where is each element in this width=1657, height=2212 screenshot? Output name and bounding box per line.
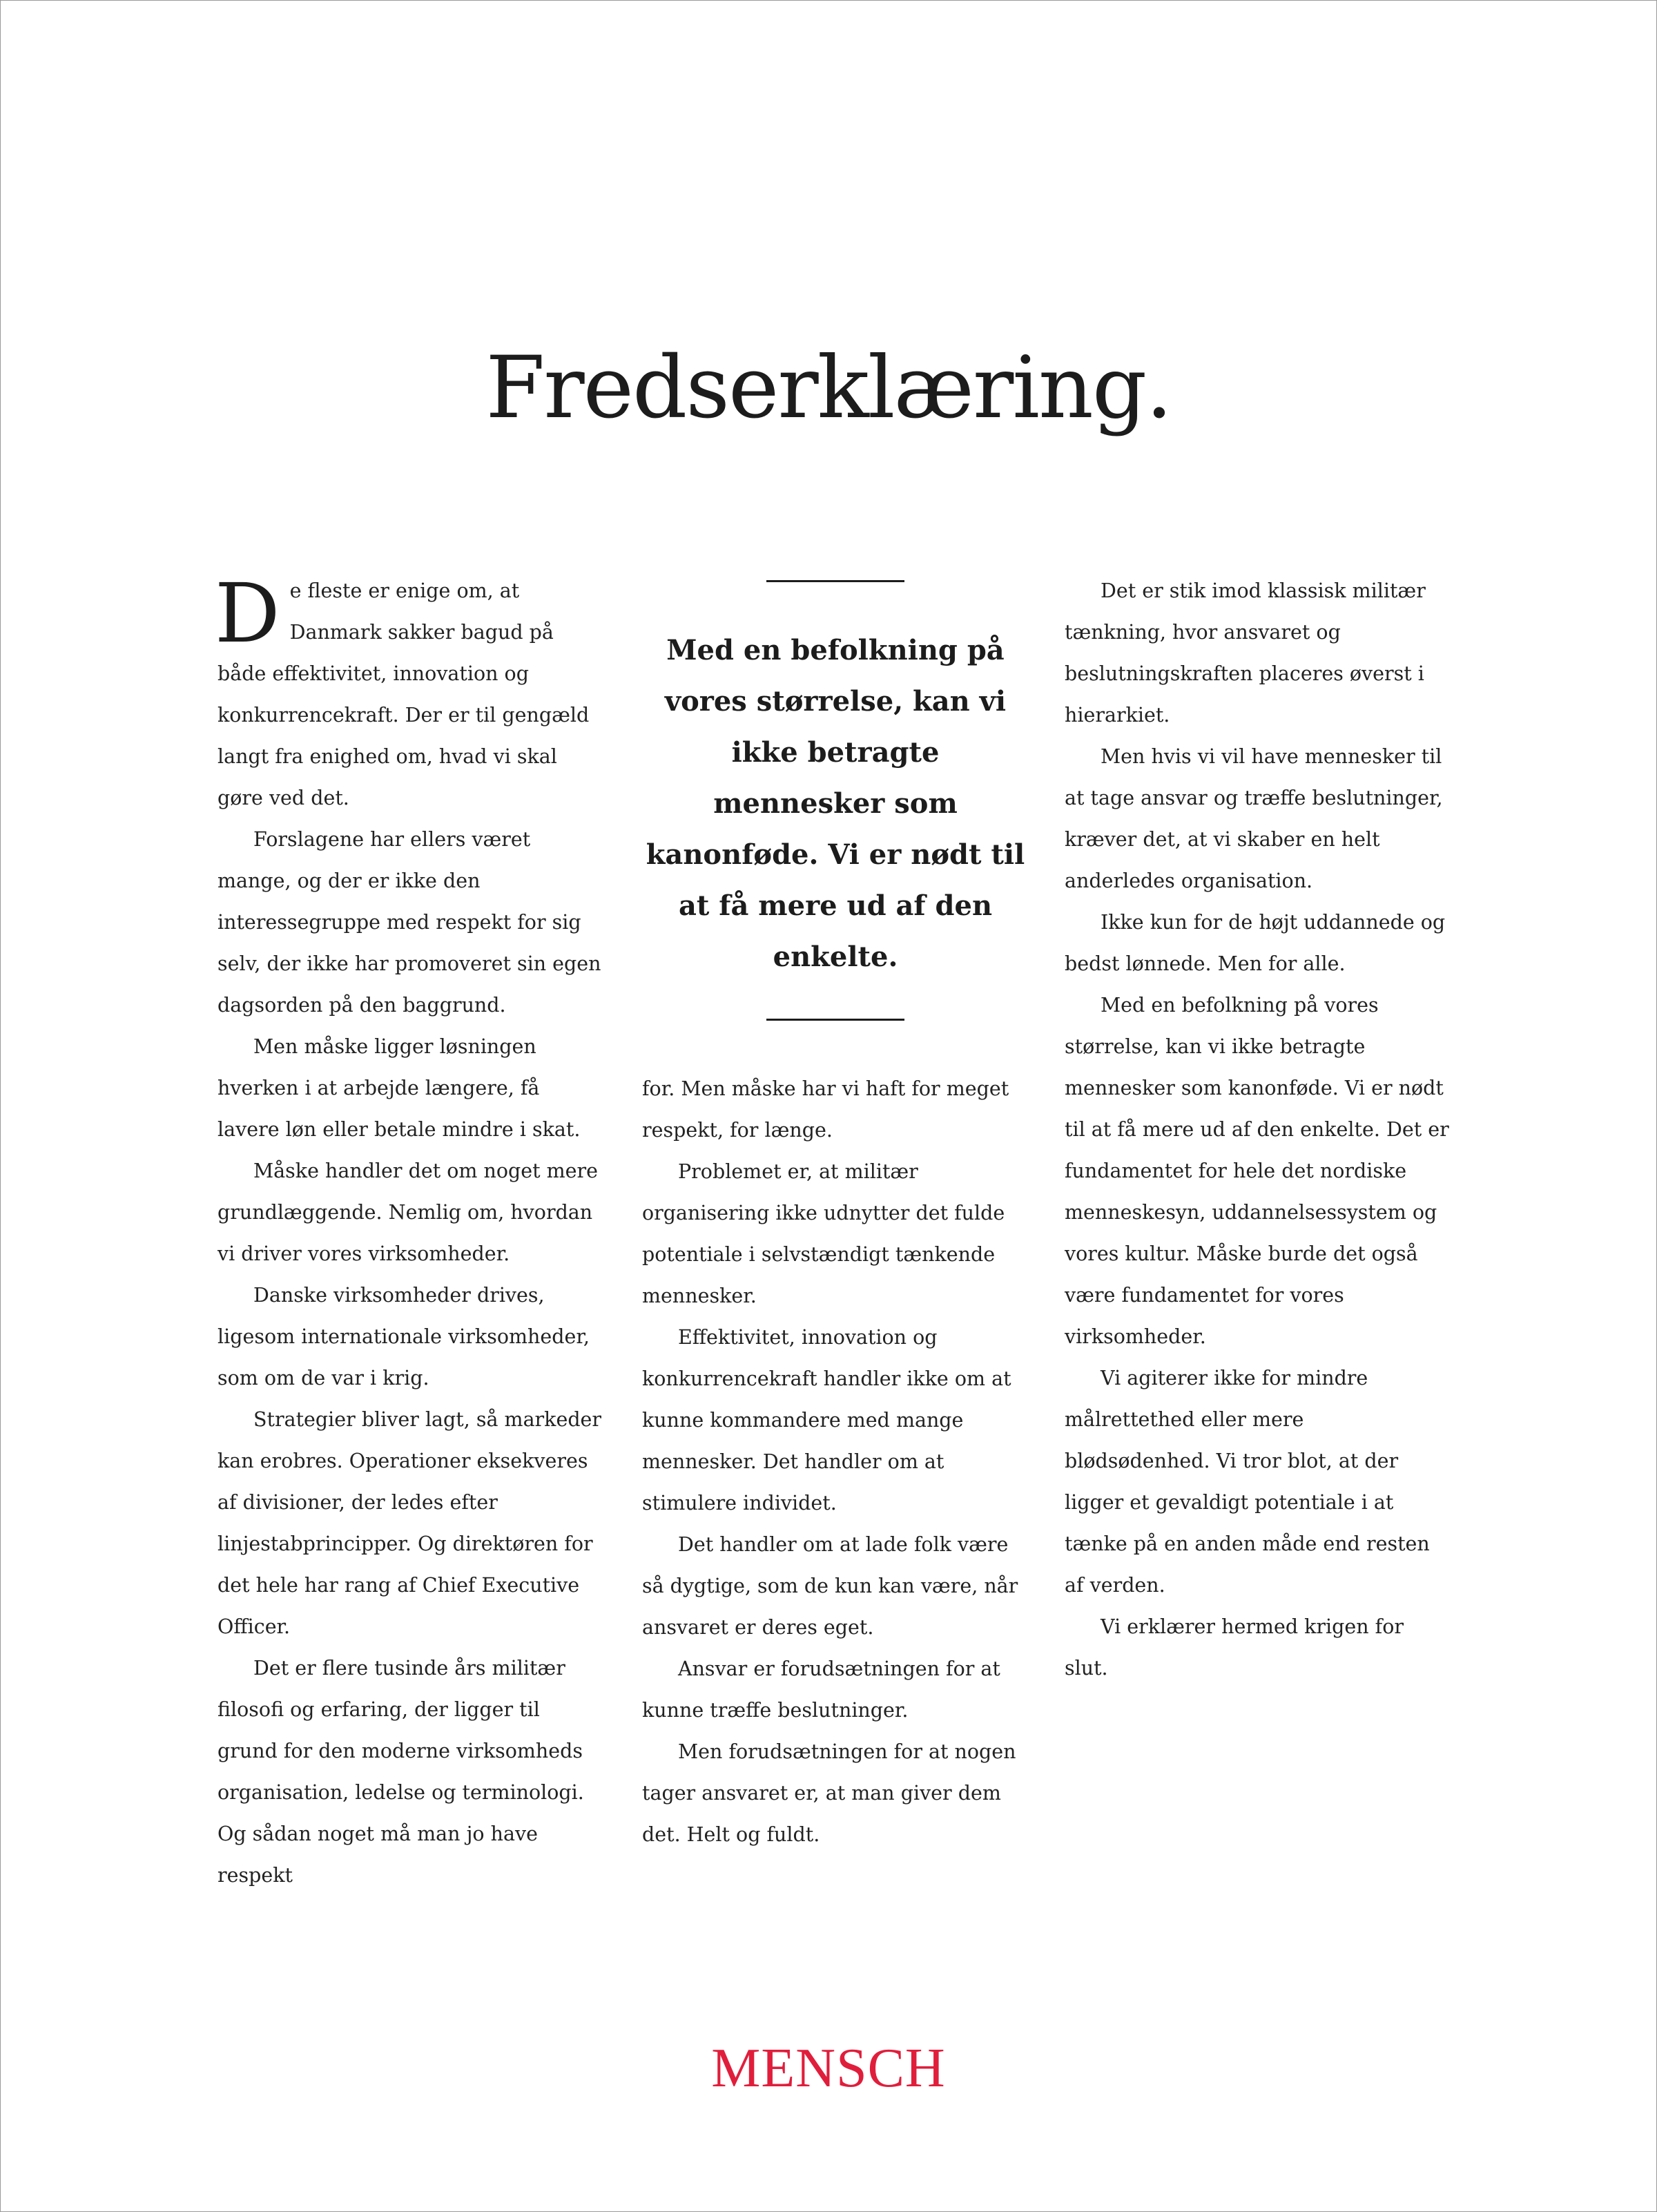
- page-title: Fredserklæring.: [485, 338, 1172, 438]
- paragraph: Ansvar er forudsætningen for at kunne træffe beslutninger.: [642, 1657, 1000, 1722]
- paragraph: Det handler om at lade folk være så dygtige, som de kun kan være, når ansvaret er deres eget.: [642, 1533, 1018, 1639]
- paragraph-text: e fleste er enige om, at Danmark sakker bagud på både effektivitet, innovation og konkurrencekraft. Der er til gengæld langt fra enighed om, hvad vi skal gøre ved det.: [217, 579, 590, 809]
- divider-top: [766, 580, 904, 582]
- pull-quote-block: [642, 580, 1029, 1021]
- divider-bottom: [766, 1019, 904, 1021]
- paragraph: Med en befolkning på vores størrelse, kan vi ikke betragte mennesker som kanonføde. Vi er nødt til at få mere ud af den enkelte. Det er fundamentet for hele det nordiske menneskesyn, uddannelsessystem og vores kultur. Måske burde det også være fundamentet for vores virksomheder.: [1065, 994, 1449, 1348]
- paragraph: Vi erklærer hermed krigen for slut.: [1065, 1615, 1404, 1680]
- paragraph: Men måske ligger løsningen hverken i at arbejde længere, få lavere løn eller betale mindre i skat.: [217, 1035, 581, 1141]
- paragraph: Vi agiterer ikke for mindre målrettethed eller mere blødsødenhed. Vi tror blot, at der ligger et gevaldigt potentiale i at tænke på en anden måde end resten af verden.: [1065, 1367, 1430, 1597]
- paragraph: Effektivitet, innovation og konkurrencekraft handler ikke om at kunne kommandere med mange mennesker. Det handler om at stimulere individet.: [642, 1326, 1011, 1514]
- drop-cap: D: [215, 566, 280, 661]
- paragraph: Det er stik imod klassisk militær tænkning, hvor ansvaret og beslutningskraften placeres øverst i hierarkiet.: [1065, 579, 1426, 727]
- paragraph: for. Men måske har vi haft for meget respekt, for længe.: [642, 1077, 1009, 1142]
- article-column-2: [642, 1068, 1029, 1856]
- paragraph: Problemet er, at militær organisering ikke udnytter det fulde potentiale i selvstændigt tænkende mennesker.: [642, 1160, 1005, 1307]
- paragraph: Men hvis vi vil have mennesker til at tage ansvar og træffe beslutninger, kræver det, at vi skaber en helt anderledes organisation.: [1065, 745, 1443, 892]
- paragraph: Måske handler det om noget mere grundlæggende. Nemlig om, hvordan vi driver vores virksomheder.: [217, 1160, 598, 1265]
- brand-logo: MENSCH: [711, 2038, 946, 2099]
- article-column-3: [1065, 570, 1451, 1689]
- paragraph: [215, 566, 604, 819]
- article-column-1: [215, 566, 604, 1896]
- paragraph: Men forudsætningen for at nogen tager ansvaret er, at man giver dem det. Helt og fuldt.: [642, 1740, 1016, 1846]
- paragraph: Danske virksomheder drives, ligesom internationale virksomheder, som om de var i krig.: [217, 1284, 590, 1389]
- paragraph: Ikke kun for de højt uddannede og bedst lønnede. Men for alle.: [1065, 911, 1446, 975]
- paragraph: Forslagene har ellers været mange, og der er ikke den interessegruppe med respekt for sig selv, der ikke har promoveret sin egen dagsorden på den baggrund.: [217, 828, 601, 1017]
- paragraph: Strategier bliver lagt, så markeder kan erobres. Operationer eksekveres af divisioner, der ledes efter linjestabprincipper. Og direktøren for det hele har rang af Chief Executive Officer.: [217, 1408, 602, 1638]
- paragraph: Det er flere tusinde års militær filosofi og erfaring, der ligger til grund for den moderne virksomheds organisation, ledelse og terminologi. Og sådan noget må man jo have respekt: [217, 1657, 584, 1887]
- pull-quote: Med en befolkning på vores størrelse, kan vi ikke betragte mennesker som kanonføde. Vi er nødt til at få mere ud af den enkelte.: [646, 634, 1025, 973]
